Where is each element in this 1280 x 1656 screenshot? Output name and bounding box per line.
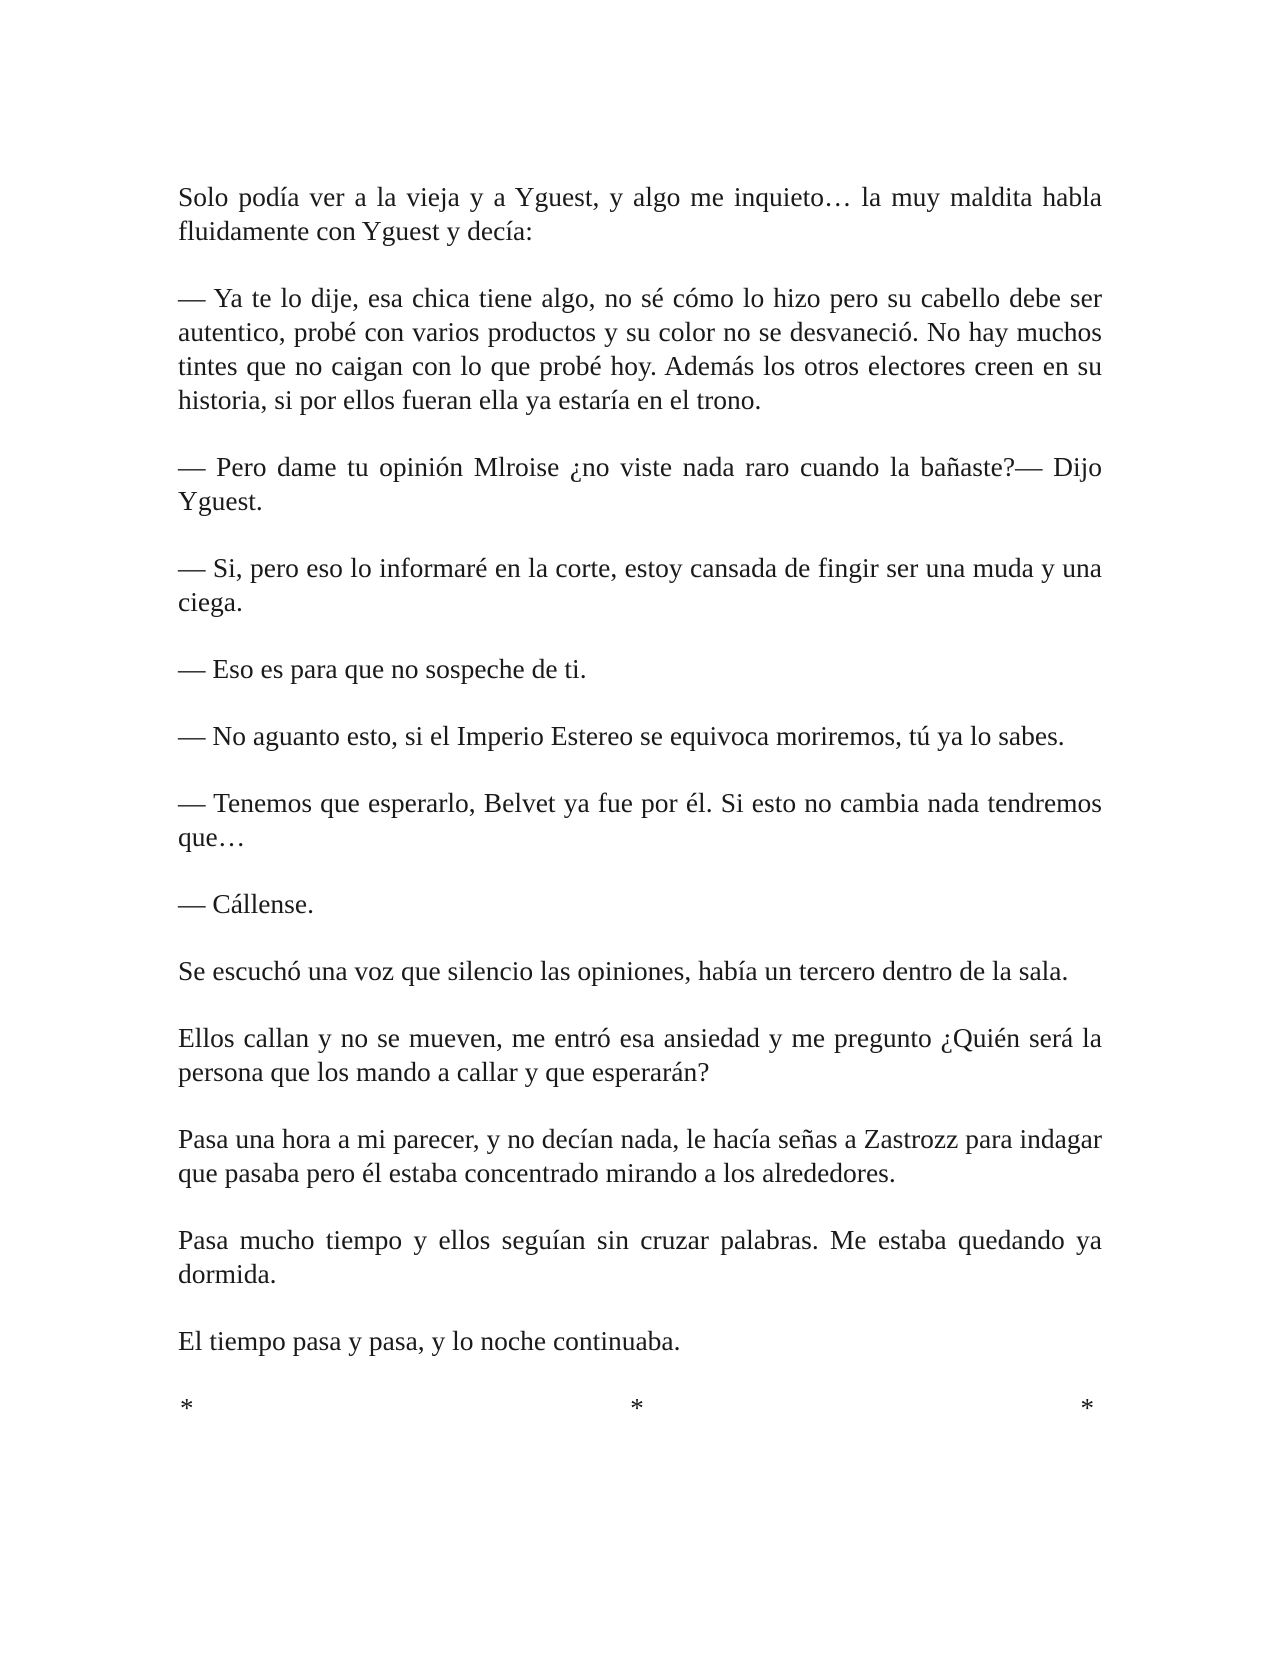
paragraph: — Cállense.: [178, 888, 314, 919]
paragraph: — Ya te lo dije, esa chica tiene algo, no sé cómo lo hizo pero su cabello debe ser autentico, probé con varios productos y su color no se desvaneció. No hay muchos tintes que no caigan con lo que probé hoy. Además los otros electores creen en su historia, si por ellos fueran ella ya estaría en el trono.: [178, 282, 1102, 415]
paragraph: Pasa mucho tiempo y ellos seguían sin cruzar palabras. Me estaba quedando ya dormida.: [178, 1224, 1102, 1289]
section-separator: [178, 1391, 1102, 1425]
paragraph: — Eso es para que no sospeche de ti.: [178, 653, 587, 684]
paragraph: — Pero dame tu opinión Mlroise ¿no viste nada raro cuando la bañaste?— Dijo Yguest.: [178, 451, 1102, 516]
paragraph: — No aguanto esto, si el Imperio Estereo se equivoca moriremos, tú ya lo sabes.: [178, 720, 1065, 751]
separator-asterisk: *: [180, 1393, 194, 1423]
paragraph: El tiempo pasa y pasa, y lo noche continuaba.: [178, 1325, 681, 1356]
document-body: [178, 180, 1102, 1425]
paragraph: Ellos callan y no se mueven, me entró esa ansiedad y me pregunto ¿Quién será la persona que los mando a callar y que esperarán?: [178, 1022, 1102, 1087]
paragraph: Pasa una hora a mi parecer, y no decían nada, le hacía señas a Zastrozz para indagar que pasaba pero él estaba concentrado mirando a los alrededores.: [178, 1123, 1102, 1188]
separator-asterisk: *: [630, 1393, 644, 1423]
paragraph: — Si, pero eso lo informaré en la corte, estoy cansada de fingir ser una muda y una ciega.: [178, 552, 1102, 617]
separator-asterisk: *: [1080, 1393, 1094, 1423]
paragraph: Solo podía ver a la vieja y a Yguest, y algo me inquieto… la muy maldita habla fluidamente con Yguest y decía:: [178, 181, 1102, 246]
paragraph: — Tenemos que esperarlo, Belvet ya fue por él. Si esto no cambia nada tendremos que…: [178, 787, 1102, 852]
paragraph: Se escuchó una voz que silencio las opiniones, había un tercero dentro de la sala.: [178, 955, 1069, 986]
